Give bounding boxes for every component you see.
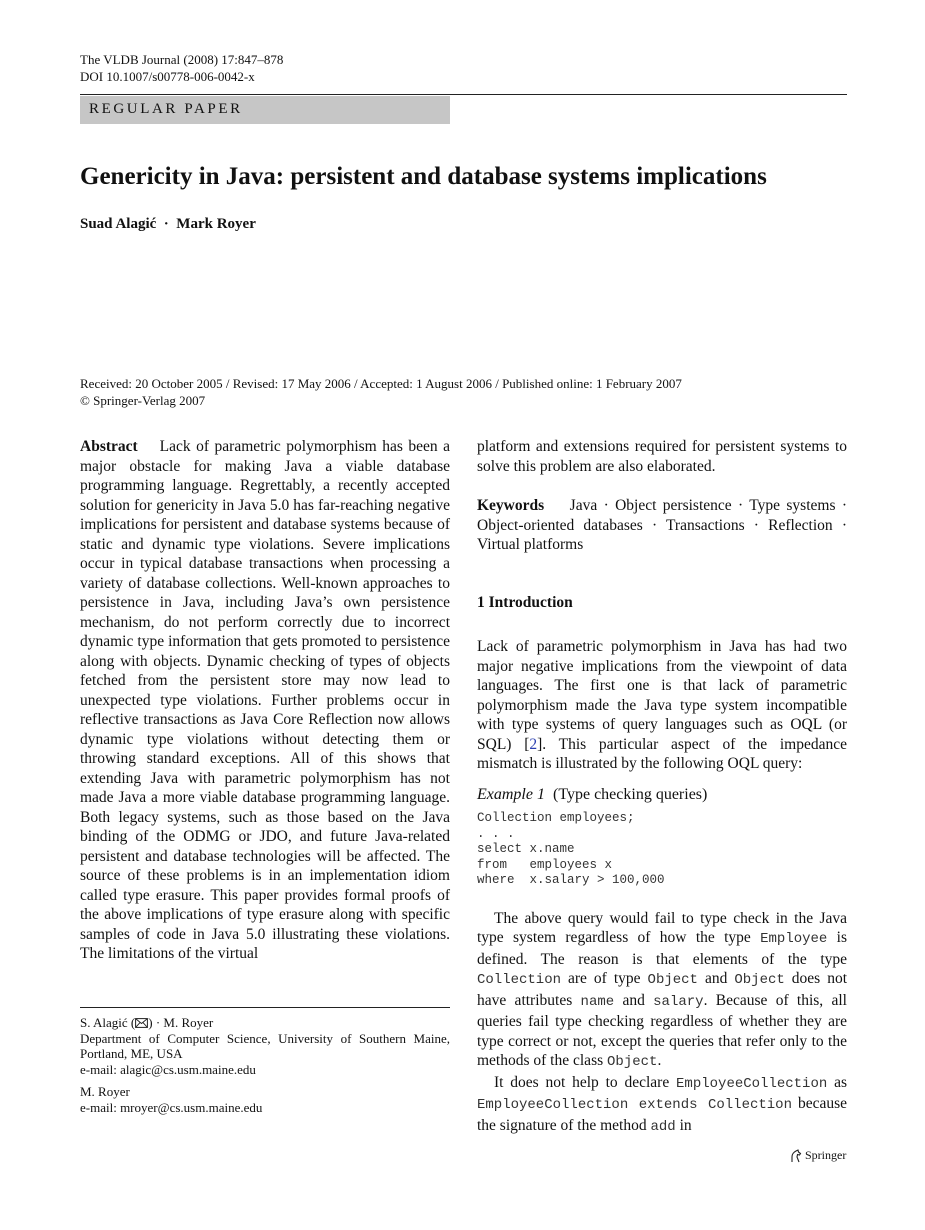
author-name[interactable]: Mark Royer [176, 216, 256, 232]
paragraph-text: . [657, 1052, 662, 1069]
inline-code: Employee [760, 931, 828, 947]
code-line: from employees x [477, 857, 613, 872]
section-heading: 1 Introduction [477, 593, 573, 611]
abstract-text: Lack of parametric polymorphism has been a major obstacle for making Java a viable database programming language. Regrettably, a recently accepted solution for genericity in Java 5.0 has far-reaching negative implications for persistent and database systems because of static and dynamic type violations. Severe implications occur in typical database transactions when processing a variety of database collections. Well-known approaches to persistence in Java, including Java’s own persistence mechanism, do not perform correctly due to incorrect dynamic type information that gets promoted to persistence along with objects. Dynamic checking of types of objects fetched from the persistent store may now lead to unexpected type violations. Further problems occur in reflective transactions as Java Core Reflection now allows dynamic type violations without detecting them or throwing standard exceptions. All of this shows that extending Java with parametric polymorphism has not made Java a more viable database programming language. Both legacy systems, such as those based on the Java binding of the ODMG or JDO, and future Java-related persistent and database technologies will be affected. The source of these problems is in an implementation idiom called type erasure. This paper provides formal proofs of the above implications of type erasure along with specific samples of code in Java 5.0 illustrating these violations. The limitations of the virtual [80, 438, 451, 962]
author-affiliation [80, 1015, 450, 1077]
doi-line[interactable]: DOI 10.1007/s00778-006-0042-x [80, 69, 255, 84]
inline-code: EmployeeCollection [676, 1075, 828, 1092]
example-label: Example 1 [477, 785, 545, 803]
journal-citation [80, 51, 283, 85]
abstract-label: Abstract [80, 438, 138, 455]
abstract-continuation: platform and extensions required for persistent systems to solve this problem are also elaborated. [477, 438, 847, 475]
left-column [80, 437, 450, 964]
paragraph-text: ]. This particular aspect of the impedance mismatch is illustrated by the following OQL query: [477, 735, 847, 772]
inline-code: add [650, 1118, 676, 1135]
paragraph-text: and [697, 970, 735, 987]
example-title: (Type checking queries) [552, 785, 708, 803]
publication-dates [80, 376, 682, 409]
paragraph-text: are of type [561, 970, 648, 987]
history-line: Received: 20 October 2005 / Revised: 17 May 2006 / Accepted: 1 August 2006 / Published online: 1 February 2007 [80, 376, 682, 391]
code-line: . . . [477, 826, 515, 841]
inline-code: name [580, 993, 615, 1010]
code-line: Collection employees; [477, 811, 635, 825]
paragraph-text: and [614, 991, 654, 1009]
affiliation-text: S. Alagić ( [80, 1015, 136, 1030]
right-column [477, 437, 847, 1137]
header-rule [80, 94, 847, 95]
keywords [477, 496, 847, 555]
department: Department of Computer Science, University of Southern Maine, Portland, ME, USA [80, 1030, 450, 1061]
inline-code: Object [647, 972, 698, 988]
citation-link[interactable]: 2 [529, 735, 538, 753]
intro-paragraph [477, 909, 847, 1073]
paragraph-text: in [675, 1116, 692, 1134]
springer-horse-icon [789, 1149, 802, 1163]
paragraph-text: It does not help to declare [494, 1073, 677, 1091]
publisher-logo [789, 1148, 846, 1163]
article-type-banner [80, 96, 450, 124]
intro-paragraph [477, 1073, 847, 1138]
publisher-name: Springer [805, 1148, 847, 1162]
abstract [80, 437, 450, 964]
paragraph-text: The above query would fail to type check in the Java type system regardless of how the type [477, 909, 847, 946]
paragraph-text: Lack of parametric polymorphism in Java has had two major negative implications from the viewpoint of data languages. The first one is that lack of parametric polymorphism made the Java type system incompatible with type systems of query languages such as OQL (or SQL) [ [477, 638, 847, 753]
email[interactable]: e-mail: mroyer@cs.usm.maine.edu [80, 1099, 263, 1115]
keywords-label: Keywords [477, 497, 545, 514]
paragraph-text: as [827, 1073, 847, 1091]
paragraph-text: because the signature of the method [477, 1095, 847, 1134]
author-name[interactable]: Suad Alagić [80, 216, 157, 232]
inline-code: Object [607, 1054, 658, 1070]
envelope-icon [135, 1018, 148, 1028]
inline-code: EmployeeCollection extends Collection [477, 1097, 792, 1113]
code-line: where x.salary > 100,000 [477, 873, 665, 887]
inline-code: Object [734, 972, 785, 988]
paragraph-text: does not have attributes [477, 970, 847, 1009]
intro-paragraph [477, 637, 847, 774]
inline-code: Collection [477, 972, 562, 988]
footnote-rule [80, 1007, 450, 1008]
inline-code: salary [653, 993, 704, 1010]
paragraph-text: . Because of this, all queries fail type checking regardless of whether they are type correct or not, except the queries that refer only to the methods of the class [477, 991, 847, 1069]
author-list [80, 216, 256, 233]
author-separator: · [163, 216, 169, 232]
affiliation-text: ) · M. Royer [148, 1015, 214, 1030]
affiliation-names [80, 1015, 450, 1031]
email[interactable]: e-mail: alagic@cs.usm.maine.edu [80, 1061, 256, 1077]
journal-line: The VLDB Journal (2008) 17:847–878 [80, 52, 284, 67]
paper-title: Genericity in Java: persistent and database systems implications [80, 163, 767, 190]
code-block [477, 811, 847, 889]
code-line: select x.name [477, 842, 575, 856]
copyright-line: © Springer-Verlag 2007 [80, 392, 206, 408]
keywords-text: Java · Object persistence · Type systems · Object-oriented databases · Transactions · Reflection · Virtual platforms [477, 497, 848, 553]
affiliation-names: M. Royer [80, 1084, 130, 1099]
article-type-label: REGULAR PAPER [89, 101, 243, 117]
author-affiliation [80, 1084, 450, 1115]
paragraph-text: is defined. The reason is that elements of the type [477, 929, 847, 968]
example-caption [477, 785, 847, 805]
